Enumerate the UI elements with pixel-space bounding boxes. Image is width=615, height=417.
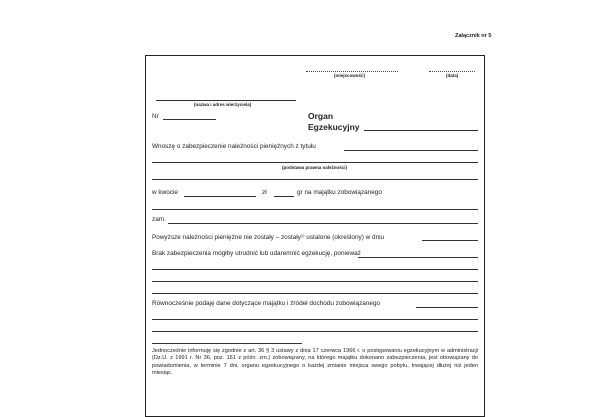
date-caption: (data): [446, 73, 459, 78]
footer-separator: [152, 343, 302, 344]
number-label: Nr: [152, 113, 159, 120]
risk-text: Brak zabezpieczenia mógłby utrudnić lub udaremnić egzekucję, ponieważ: [152, 250, 361, 257]
address-field[interactable]: [168, 223, 478, 224]
risk-field-2[interactable]: [152, 269, 478, 270]
unpaid-text: Powyższe należności pieniężne nie zostały – zostały¹⁾ ustalone (określony) w dniu: [152, 234, 385, 241]
request-text: Wnoszę o zabezpieczenie należności pieniężnych z tytułu: [152, 143, 316, 150]
address-label: zam.: [152, 216, 166, 223]
unpaid-date-field[interactable]: [422, 240, 478, 241]
place-caption: (miejscowość): [334, 73, 366, 78]
assets-field[interactable]: [416, 307, 478, 308]
request-field-2[interactable]: [152, 162, 478, 163]
creditor-caption: (nazwa i adres wierzyciela): [194, 102, 252, 107]
creditor-field[interactable]: [156, 100, 296, 101]
zl-label: zł: [262, 189, 267, 196]
form-frame: [145, 55, 485, 417]
authority-line2: Egzekucyjny: [308, 122, 360, 132]
amount-zl-field[interactable]: [184, 196, 256, 197]
date-field[interactable]: [429, 71, 475, 72]
authority-line1: Organ: [308, 111, 334, 121]
footer-notice: Jednocześnie informuję się zgodnie z art. 36 § 3 ustawy z dnia 17 czerwca 1966 r. o postępowaniu egzekucyjnym w administracji (Dz.U. z 1991 r. Nr 36, poz. 161 z późn. zm.) zobowiązany, na którego majątku dokonano zabezpieczenia, jest obowiązany do powiadomienia, w terminie 7 dni, organu egzekucyjnego o każdej zmianie miejsca swego pobytu, trwającej dłużej niż jeden miesiąc.: [152, 348, 478, 376]
number-field[interactable]: [163, 119, 216, 120]
amount-label: w kwocie: [152, 189, 178, 196]
request-field-3[interactable]: [152, 179, 478, 180]
annex-label: Załącznik nr 5: [455, 33, 492, 39]
request-field[interactable]: [344, 150, 478, 151]
amount-gr-field[interactable]: [274, 196, 294, 197]
legal-basis-caption: (podstawa prawna należności): [282, 165, 348, 170]
authority-field[interactable]: [364, 130, 478, 131]
assets-field-3[interactable]: [152, 331, 478, 332]
risk-field-3[interactable]: [152, 281, 478, 282]
gr-text: gr na majątku zobowiązanego: [297, 189, 382, 196]
risk-field-4[interactable]: [152, 293, 478, 294]
place-field[interactable]: [306, 71, 398, 72]
assets-field-2[interactable]: [152, 319, 478, 320]
risk-field[interactable]: [358, 257, 478, 258]
amount-field-2[interactable]: [152, 209, 478, 210]
assets-text: Równocześnie podaję dane dotyczące majątku i źródeł dochodu zobowiązanego: [152, 300, 381, 307]
